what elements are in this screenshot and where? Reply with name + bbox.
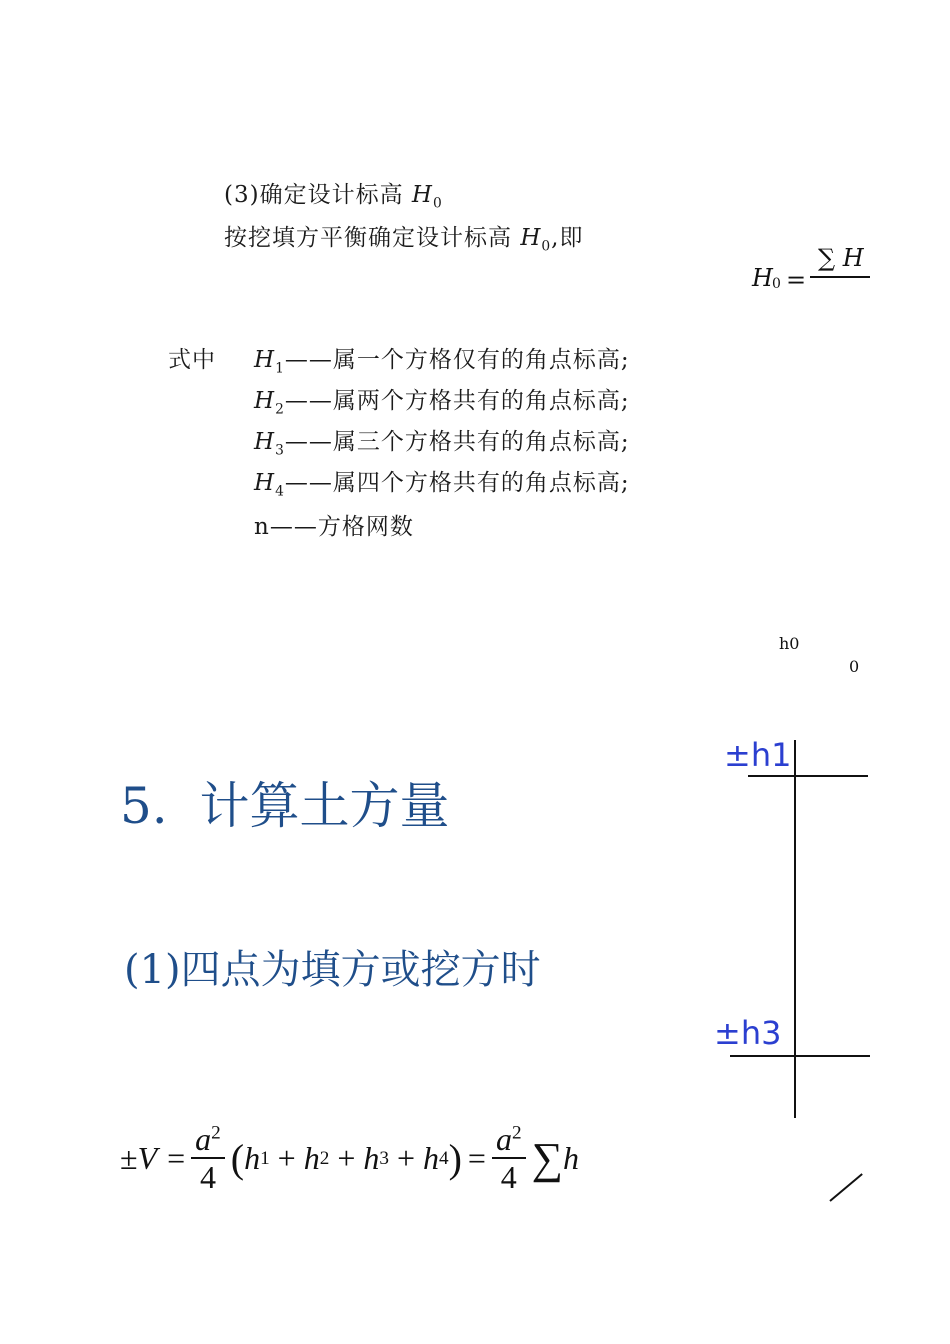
definition-item-1 (254, 341, 630, 377)
vf-plus: + (396, 1140, 415, 1177)
section3-line2 (224, 219, 583, 255)
definition-item-2 (254, 382, 630, 418)
definition-cut-line: n——方格网数 (254, 514, 414, 540)
vf-den: 4 (199, 1159, 216, 1196)
definition-var: H (254, 388, 276, 414)
h0-formula (750, 242, 864, 302)
vf-sub-2: 2 (319, 1147, 330, 1169)
definition-var: H (254, 470, 276, 496)
vf-h: h (303, 1140, 320, 1177)
definitions-label: 式中 (168, 347, 216, 373)
grid-diagram (700, 730, 864, 1220)
label-h3: ±h3 (714, 1014, 782, 1052)
section3-title-sub: 0 (432, 195, 443, 212)
volume-formula (120, 1122, 579, 1196)
definition-sub: 4 (275, 483, 285, 500)
vf-eq: = (167, 1140, 186, 1177)
section3-line2-var: H (520, 225, 542, 251)
vf-V: V (137, 1140, 158, 1177)
label-h1: ±h1 (724, 736, 792, 774)
section3-line2-text: 按挖填方平衡确定设计标高 (224, 225, 512, 251)
definition-item-3 (254, 423, 630, 459)
section3-title (224, 176, 443, 212)
h0-eq: = (786, 266, 807, 294)
vf-exp: 2 (511, 1122, 522, 1144)
subheading-four-points: (1)四点为填方或挖方时 (124, 947, 541, 993)
grid-bottom-line (730, 1055, 870, 1057)
h0-lhs-sub: 0 (772, 276, 781, 292)
vf-h: h (244, 1140, 261, 1177)
vf-a: a (495, 1121, 512, 1157)
vf-sub-3: 3 (379, 1147, 389, 1169)
h0-fraction-bar (810, 276, 870, 278)
section3-line2-sub: 0 (541, 238, 552, 255)
definition-sub: 3 (275, 442, 285, 459)
definition-sub: 2 (275, 401, 285, 418)
vf-plus: + (277, 1140, 296, 1177)
vf-eq: = (467, 1140, 486, 1177)
vf-h: h (562, 1140, 579, 1177)
section3-title-var: H (411, 182, 433, 208)
heading-calculate-earthwork: 5. 计算土方量 (120, 777, 450, 835)
vf-sub-1: 1 (260, 1147, 270, 1169)
definition-text: ——属三个方格共有的角点标高; (284, 429, 630, 455)
vf-open-paren: ( (230, 1136, 245, 1182)
vf-plus: + (337, 1140, 356, 1177)
vf-sum: ∑ (531, 1134, 563, 1184)
definition-text: ——属四个方格共有的角点标高; (284, 470, 630, 496)
definition-text: ——属两个方格共有的角点标高; (284, 388, 630, 414)
vf-fraction-2 (492, 1122, 526, 1196)
vf-sub-4: 4 (439, 1147, 449, 1169)
definition-cut-line-clip (254, 508, 514, 540)
grid-diagonal-line (829, 1173, 862, 1202)
label-zero: 0 (849, 657, 860, 676)
vf-pm: ± (120, 1140, 138, 1177)
vf-fraction-1 (191, 1122, 225, 1196)
vf-a: a (195, 1121, 212, 1157)
vf-exp: 2 (211, 1122, 221, 1144)
definition-var: H (254, 429, 276, 455)
vf-h: h (363, 1140, 380, 1177)
grid-vertical-line (794, 740, 796, 1118)
vf-close-paren: ) (448, 1136, 462, 1182)
section3-line2-suffix: ,即 (551, 225, 584, 251)
h0-lhs-var: H (752, 264, 773, 292)
definition-item-4 (254, 464, 630, 500)
vf-den: 4 (500, 1159, 517, 1196)
definition-text: ——属一个方格仅有的角点标高; (284, 347, 630, 373)
definition-var: H (254, 347, 276, 373)
section3-title-text: (3)确定设计标高 (224, 182, 404, 208)
definition-sub: 1 (275, 360, 285, 377)
vf-h: h (423, 1140, 439, 1177)
grid-top-line (748, 775, 868, 777)
label-h0: h0 (779, 634, 800, 653)
h0-numerator: ∑ H (818, 244, 864, 272)
